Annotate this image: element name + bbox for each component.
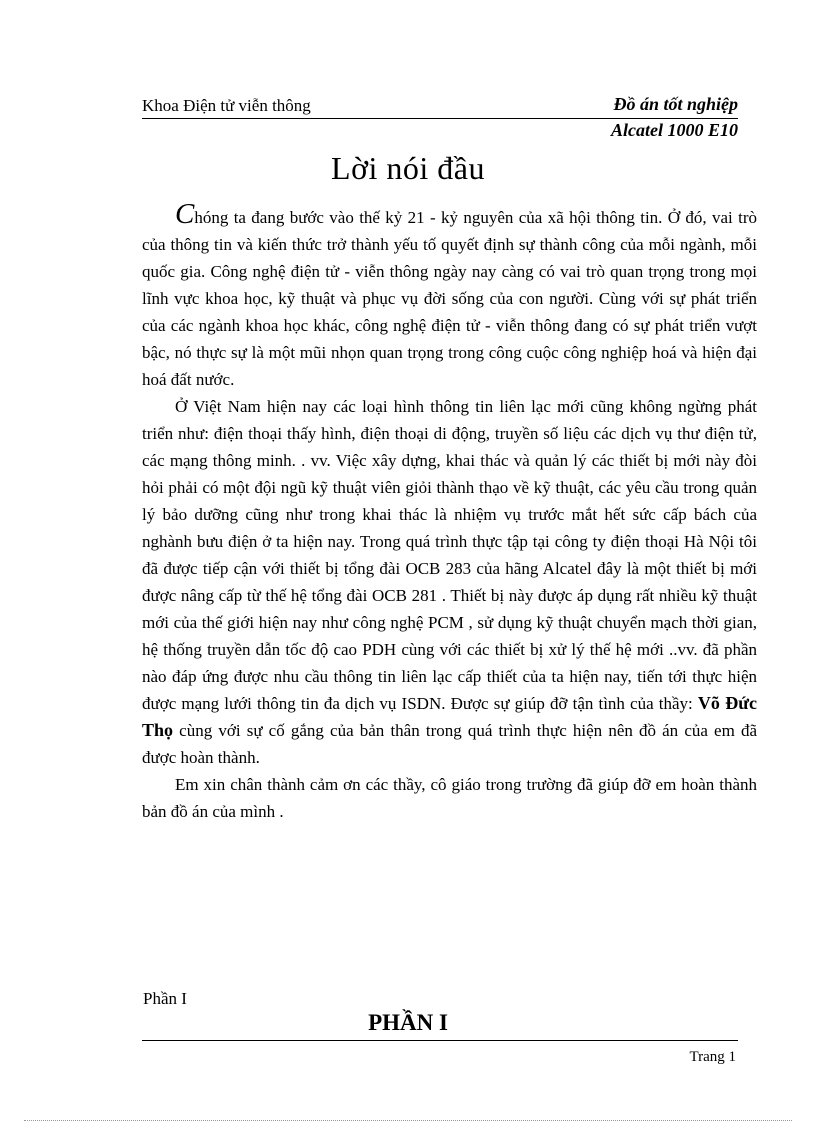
document-subtitle: Alcatel 1000 E10 bbox=[611, 120, 738, 140]
drop-cap: C bbox=[175, 198, 195, 230]
paragraph-2-end: cùng với sự cố gắng của bản thân trong quá trình thực hiện nên đồ án của em đã được hoàn thành. bbox=[142, 721, 757, 767]
part-heading: PHẦN I bbox=[368, 1010, 448, 1035]
page-label: Trang bbox=[689, 1049, 725, 1065]
paragraph-2-text: Ở Việt Nam hiện nay các loại hình thông tin liên lạc mới cũng không ngừng phát triển như: điện thoại thấy hình, điện thoại di động, truyền số liệu các dịch vụ thư điện tử, các mạng thông minh. . vv. Việc xây dựng, khai thác và quản lý các thiết bị mới này đòi hỏi phải có một đội ngũ kỹ thuật viên giỏi thành thạo về kỹ thuật, các yêu cầu trong quản lý bảo dưỡng cũng như trong khai thác là nhiệm vụ trước mắt hết sức cấp bách của nghành bưu điện ở ta hiện nay. Trong quá trình thực tập tại công ty điện thoại Hà Nội tôi đã được tiếp cận với thiết bị tổng đài OCB 283 của hãng Alcatel đây là một thiết bị mới được nâng cấp từ thế hệ tổng đài OCB 281 . Thiết bị này được áp dụng rất nhiều kỹ thuật mới của thế giới hiện nay như công nghệ PCM , sử dụng kỹ thuật chuyển mạch thời gian, hệ thống truyền dẫn tốc độ cao PDH cùng với các thiết bị xử lý thế hệ mới ..vv. đã phần nào đáp ứng được nhu cầu thông tin liên lạc cấp thiết của ta hiện nay, tiến tới thực hiện được mạng lưới thông tin đa dịch vụ ISDN. Được sự giúp đỡ tận tình của thầy: bbox=[142, 397, 757, 713]
body-text bbox=[142, 198, 758, 825]
page-bottom-divider bbox=[24, 1120, 792, 1121]
page-title: Lời nói đầu bbox=[331, 150, 485, 186]
paragraph-1 bbox=[142, 198, 757, 393]
part-label: Phần I bbox=[143, 989, 187, 1008]
teacher-name: Võ Đức Thọ bbox=[142, 693, 758, 740]
header-rule bbox=[142, 118, 738, 119]
paragraph-1-text: hóng ta đang bước vào thế kỷ 21 - kỷ nguyên của xã hội thông tin. Ở đó, vai trò của thông tin và kiến thức trở thành yếu tố quyết định sự thành công của mỗi ngành, mỗi quốc gia. Công nghệ điện tử - viễn thông ngày nay càng có vai trò quan trọng trong mọi lĩnh vực khoa học, kỹ thuật và phục vụ đời sống của con người. Cùng với sự phát triển của các ngành khoa học khác, công nghệ điện tử - viễn thông đang có sự phát triển vượt bậc, nó thực sự là một mũi nhọn quan trọng trong công cuộc công nghiệp hoá và hiện đại hoá đất nước. bbox=[142, 208, 757, 389]
department-name: Khoa Điện tử viễn thông bbox=[142, 96, 311, 115]
paragraph-3-text: Em xin chân thành cảm ơn các thầy, cô giáo trong trường đã giúp đỡ em hoàn thành bản đồ án của mình . bbox=[142, 775, 757, 821]
page-number bbox=[689, 1049, 736, 1066]
paragraph-3 bbox=[142, 771, 757, 825]
footer-rule bbox=[142, 1040, 738, 1041]
thesis-label: Đồ án tốt nghiệp bbox=[613, 94, 738, 114]
page-number-value: 1 bbox=[728, 1049, 736, 1065]
paragraph-2 bbox=[142, 393, 757, 771]
